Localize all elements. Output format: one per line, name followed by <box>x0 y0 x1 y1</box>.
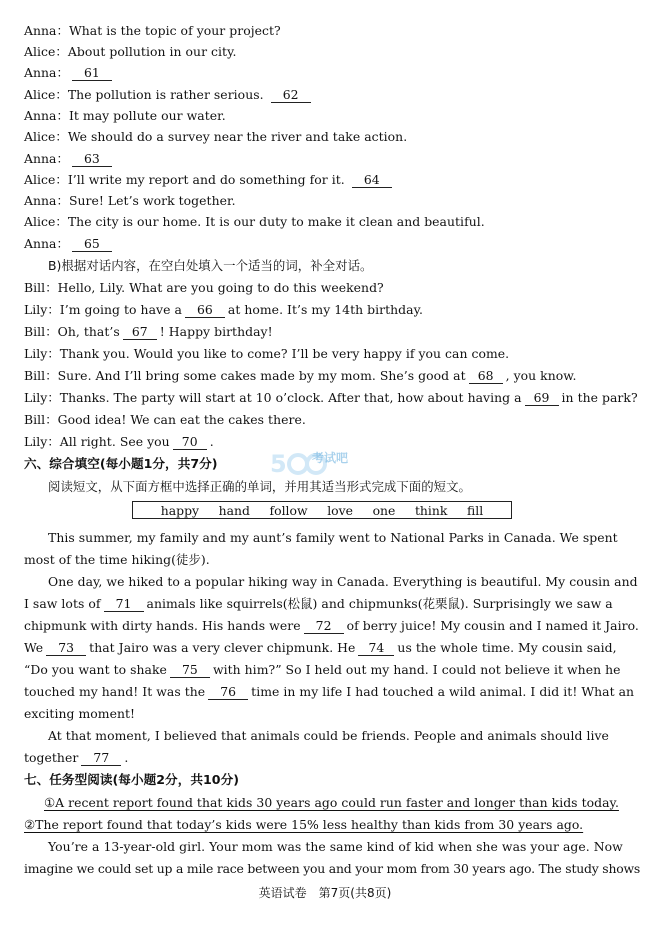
dialogue-b-line <box>24 280 632 296</box>
passage-line <box>24 640 632 656</box>
dialogue-text: Sure. And I’ll bring some cakes made by my mom. She’s good at <box>57 368 466 383</box>
dialogue-b-line <box>24 324 632 340</box>
passage-text: that Jairo was a very clever chipmunk. He <box>89 640 356 655</box>
dialogue-a-line <box>24 108 632 124</box>
passage-line <box>24 684 635 700</box>
dialogue-a-line <box>24 236 632 252</box>
dialogue-text: I’m going to have a <box>59 302 182 317</box>
dialogue-text: Good idea! We can eat the cakes there. <box>57 412 306 427</box>
svg-text:5: 5 <box>270 450 287 478</box>
dialogue-text: , you know. <box>505 368 577 383</box>
dialogue-text: Oh, that’s <box>57 324 120 339</box>
passage-text: time in my life I had touched a wild animal. I did it! What an <box>251 684 635 699</box>
speaker: Lily： <box>24 434 60 449</box>
section-6-heading: 六、综合填空(每小题1分，共7分) <box>24 456 218 471</box>
answer-blank-69[interactable]: 69 <box>525 390 559 406</box>
dialogue-a-line <box>24 193 632 209</box>
speaker: Anna： <box>24 23 69 38</box>
word-bank-item: happy <box>160 502 200 518</box>
answer-blank-65[interactable]: 65 <box>72 236 112 252</box>
answer-blank-72[interactable]: 72 <box>304 618 344 634</box>
dialogue-text: It may pollute our water. <box>68 108 226 123</box>
answer-blank-71[interactable]: 71 <box>104 596 144 612</box>
word-bank-item: think <box>414 502 448 518</box>
dialogue-text: in the park? <box>561 390 638 405</box>
passage-text: “Do you want to shake <box>24 662 167 677</box>
word-bank-item: follow <box>269 502 308 518</box>
answer-blank-75[interactable]: 75 <box>170 662 210 678</box>
passage-text: together <box>24 750 79 765</box>
dialogue-b-line <box>24 390 638 406</box>
dialogue-b-line <box>24 346 632 362</box>
passage-text: chipmunk with dirty hands. His hands were <box>24 618 301 633</box>
word-bank-item: fill <box>466 502 484 518</box>
dialogue-text: at home. It’s my 14th birthday. <box>227 302 423 317</box>
dialogue-b-line <box>24 302 632 318</box>
speaker: Anna： <box>24 108 69 123</box>
passage-line <box>24 596 632 612</box>
answer-blank-74[interactable]: 74 <box>358 640 394 656</box>
dialogue-text: We should do a survey near the river and take action. <box>67 129 408 144</box>
word-bank-item: one <box>372 502 396 518</box>
sentence-text: ②The report found that today’s kids were 15% less healthy than kids from 30 years ago. <box>24 817 584 832</box>
speaker: Anna： <box>24 236 69 251</box>
word-bank-item: hand <box>218 502 250 518</box>
speaker: Bill： <box>24 324 58 339</box>
dialogue-a-line <box>24 129 632 145</box>
dialogue-text: . <box>209 434 214 449</box>
passage-text: us the whole time. My cousin said, <box>397 640 617 655</box>
speaker: Alice： <box>24 44 68 59</box>
dialogue-text: Thanks. The party will start at 10 o’clock. After that, how about having a <box>59 390 522 405</box>
speaker: Lily： <box>24 390 60 405</box>
dialogue-b-line <box>24 368 632 384</box>
speaker: Lily： <box>24 302 60 317</box>
dialogue-a-line <box>24 214 632 230</box>
passage-line <box>24 662 632 678</box>
dialogue-text: Thank you. Would you like to come? I’ll be very happy if you can come. <box>59 346 510 361</box>
passage-line: most of the time hiking(徒步). <box>24 552 210 567</box>
dialogue-a-line <box>24 151 632 167</box>
speaker: Bill： <box>24 368 58 383</box>
speaker: Anna： <box>24 151 69 166</box>
answer-blank-67[interactable]: 67 <box>123 324 157 340</box>
passage-text: touched my hand! It was the <box>24 684 206 699</box>
passage-line: At that moment, I believed that animals could be friends. People and animals should live <box>48 728 609 743</box>
passage-line <box>24 750 632 766</box>
answer-blank-77[interactable]: 77 <box>81 750 121 766</box>
dialogue-text: I’ll write my report and do something for it. <box>67 172 345 187</box>
speaker: Bill： <box>24 280 58 295</box>
underlined-sentence-2 <box>24 817 632 833</box>
speaker: Alice： <box>24 129 68 144</box>
dialogue-a-line <box>24 172 632 188</box>
dialogue-text: ! Happy birthday! <box>159 324 273 339</box>
speaker: Bill： <box>24 412 58 427</box>
speaker: Lily： <box>24 346 60 361</box>
dialogue-text: Sure! Let’s work together. <box>68 193 236 208</box>
dialogue-a-line <box>24 44 632 60</box>
answer-blank-68[interactable]: 68 <box>469 368 503 384</box>
section-7-heading: 七、任务型阅读(每小题2分，共10分) <box>24 772 240 787</box>
speaker: Alice： <box>24 87 68 102</box>
answer-blank-64[interactable]: 64 <box>352 172 392 188</box>
passage-line: exciting moment! <box>24 706 136 721</box>
passage-text: of berry juice! My cousin and I named it Jairo. <box>346 618 639 633</box>
dialogue-text: The city is our home. It is our duty to make it clean and beautiful. <box>67 214 485 229</box>
dialogue-a-line <box>24 65 632 81</box>
speaker: Alice： <box>24 214 68 229</box>
passage-text: with him?” So I held out my hand. I could not believe it when he <box>212 662 621 677</box>
answer-blank-63[interactable]: 63 <box>72 151 112 167</box>
speaker: Anna： <box>24 65 69 80</box>
passage-text: . <box>124 750 129 765</box>
answer-blank-62[interactable]: 62 <box>271 87 311 103</box>
page-footer: 英语试卷 第7页(共8页) <box>258 886 392 900</box>
dialogue-b-line <box>24 434 632 450</box>
dialogue-a-line <box>24 23 632 39</box>
passage-line <box>24 618 639 634</box>
dialogue-text: All right. See you <box>59 434 170 449</box>
sentence-text: ①A recent report found that kids 30 years ago could run faster and longer than kids today. <box>44 795 619 810</box>
answer-blank-66[interactable]: 66 <box>185 302 225 318</box>
underlined-sentence-1 <box>44 795 632 811</box>
watermark-text: 考试吧 <box>312 451 349 465</box>
dialogue-b-line <box>24 412 632 428</box>
speaker: Alice： <box>24 172 68 187</box>
passage-text: animals like squirrels(松鼠) and chipmunks(花栗鼠). Surprisingly we saw a <box>146 596 613 611</box>
answer-blank-73[interactable]: 73 <box>46 640 86 656</box>
speaker: Anna： <box>24 193 69 208</box>
passage-text: We <box>24 640 44 655</box>
passage-line: One day, we hiked to a popular hiking way in Canada. Everything is beautiful. My cousin and <box>48 574 638 589</box>
answer-blank-70[interactable]: 70 <box>173 434 207 450</box>
passage-line: This summer, my family and my aunt’s family went to National Parks in Canada. We spent <box>48 530 618 545</box>
section-6-instruction: 阅读短文，从下面方框中选择正确的单词，并用其适当形式完成下面的短文。 <box>48 479 471 494</box>
dialogue-a-line <box>24 87 632 103</box>
passage-line: You’re a 13-year-old girl. Your mom was the same kind of kid when she was your age. Now <box>48 839 623 854</box>
dialogue-text: Hello, Lily. What are you going to do this weekend? <box>57 280 384 295</box>
word-bank-item: love <box>327 502 353 518</box>
answer-blank-76[interactable]: 76 <box>208 684 248 700</box>
dialogue-text: About pollution in our city. <box>67 44 237 59</box>
dialogue-text: What is the topic of your project? <box>68 23 281 38</box>
answer-blank-61[interactable]: 61 <box>72 65 112 81</box>
passage-text: I saw lots of <box>24 596 101 611</box>
dialogue-text: The pollution is rather serious. <box>67 87 264 102</box>
passage-line: imagine we could set up a mile race between you and your mom from 30 years ago. The study shows <box>24 861 641 876</box>
word-bank-box <box>132 501 512 519</box>
part-b-instruction: B)根据对话内容，在空白处填入一个适当的词，补全对话。 <box>48 258 373 273</box>
